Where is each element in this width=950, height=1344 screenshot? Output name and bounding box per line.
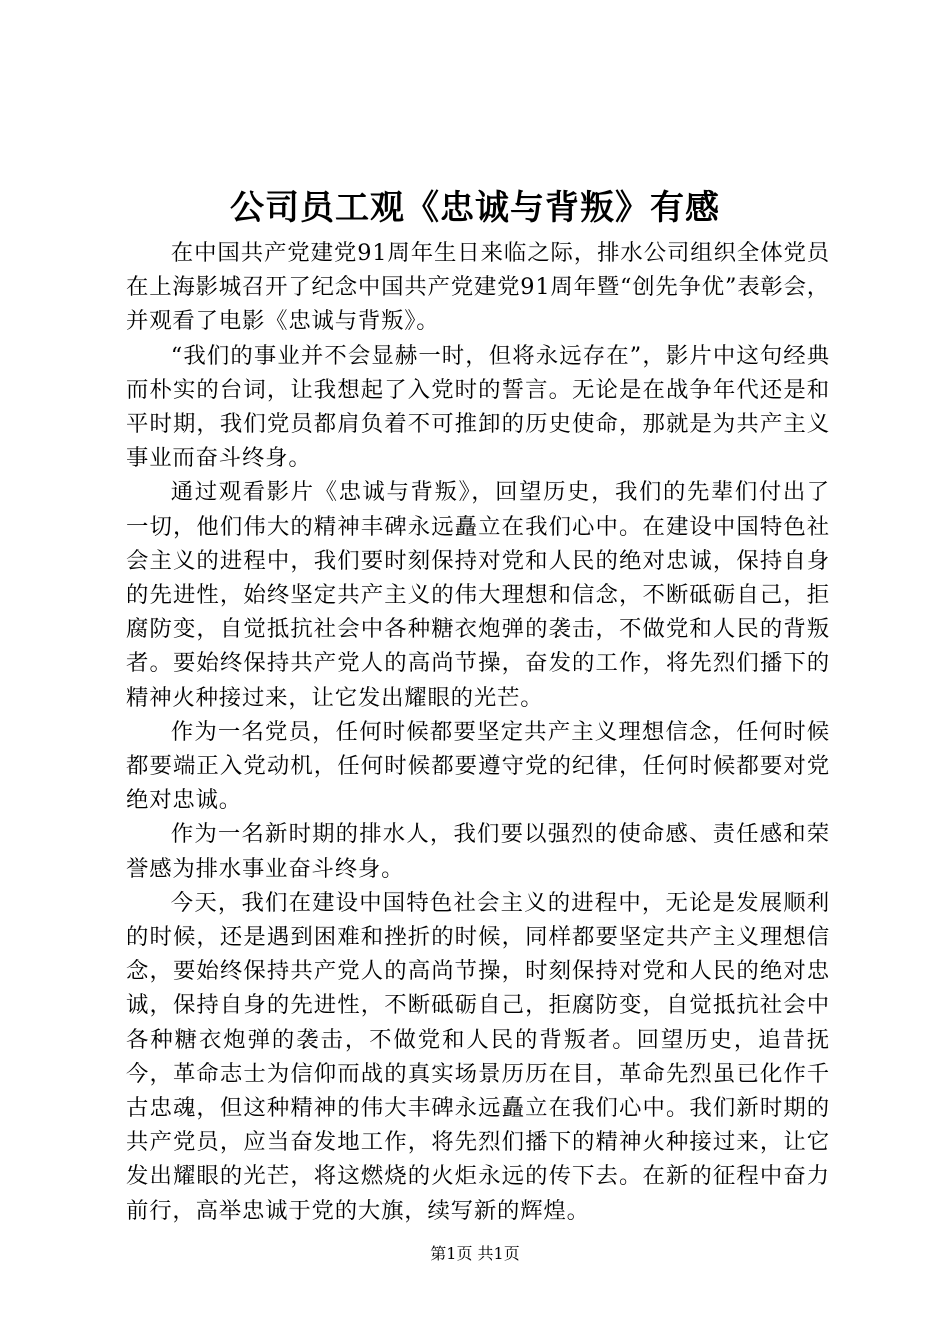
paragraph: “我们的事业并不会显赫一时，但将永远存在”，影片中这句经典而朴实的台词，让我想起了入党时的誓言。无论是在战争年代还是和平时期，我们党员都肩负着不可推卸的历史使命，那就是为共产主义事业而奋斗终身。 [126,342,830,472]
paragraph: 今天，我们在建设中国特色社会主义的进程中，无论是发展顺利的时候，还是遇到困难和挫折的时候，同样都要坚定共产主义理想信念，要始终保持共产党人的高尚节操，时刻保持对党和人民的绝对忠诚，保持自身的先进性，不断砥砺自己，拒腐防变，自觉抵抗社会中各种糖衣炮弹的袭击，不做党和人民的背叛者。回望历史，追昔抚今，革命志士为信仰而战的真实场景历历在目，革命先烈虽已化作千古忠魂，但这种精神的伟大丰碑永远矗立在我们心中。我们新时期的共产党员，应当奋发地工作，将先烈们播下的精神火种接过来，让它发出耀眼的光芒，将这燃烧的火炬永远的传下去。在新的征程中奋力前行，高举忠诚于党的大旗，续写新的辉煌。 [126,889,830,1224]
document-body [126,236,830,1228]
paragraph: 在中国共产党建党91周年生日来临之际，排水公司组织全体党员在上海影城召开了纪念中国共产党建党91周年暨“创先争优”表彰会，并观看了电影《忠诚与背叛》。 [126,240,830,335]
page-number-footer: 第1页 共1页 [430,1244,520,1263]
paragraph: 作为一名党员，任何时候都要坚定共产主义理想信念，任何时候都要端正入党动机，任何时候都要遵守党的纪律，任何时候都要对党绝对忠诚。 [126,718,830,814]
paragraph: 通过观看影片《忠诚与背叛》，回望历史，我们的先辈们付出了一切，他们伟大的精神丰碑永远矗立在我们心中。在建设中国特色社会主义的进程中，我们要时刻保持对党和人民的绝对忠诚，保持自身的先进性，始终坚定共产主义的伟大理想和信念，不断砥砺自己，拒腐防变，自觉抵抗社会中各种糖衣炮弹的袭击，不做党和人民的背叛者。要始终保持共产党人的高尚节操，奋发的工作，将先烈们播下的精神火种接过来，让它发出耀眼的光芒。 [126,479,830,711]
document-title: 公司员工观《忠诚与背叛》有感 [230,188,720,228]
paragraph: 作为一名新时期的排水人，我们要以强烈的使命感、责任感和荣誉感为排水事业奋斗终身。 [126,821,830,882]
